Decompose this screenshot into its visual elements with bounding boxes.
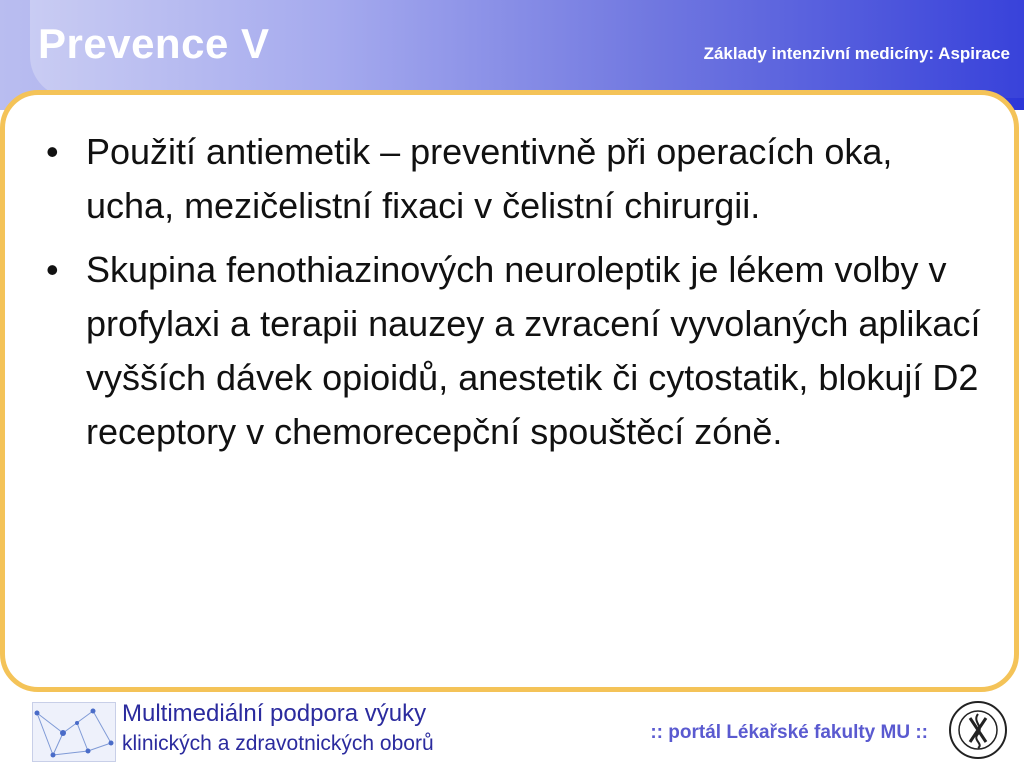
network-graph-logo xyxy=(32,702,116,762)
footer-subtitle: klinických a zdravotnických oborů xyxy=(122,732,434,755)
university-seal-icon xyxy=(948,700,1008,760)
bullet-text: Použití antiemetik – preventivně při operacích oka, ucha, mezičelistní fixaci v čelistní chirurgii. xyxy=(86,131,893,226)
bullet-marker: • xyxy=(46,131,59,172)
bullet-text: Skupina fenothiazinových neuroleptik je lékem volby v profylaxi a terapii nauzey a zvracení vyvolaných aplikací vyšších dávek opioidů, anestetik či cytostatik, blokují D2 receptory v chemorecepční spouštěcí zóně. xyxy=(86,249,981,452)
bullet-item xyxy=(40,125,990,233)
footer-title: Multimediální podpora výuky xyxy=(122,700,427,727)
bullet-list xyxy=(40,125,990,469)
slide-title: Prevence V xyxy=(38,20,270,67)
course-title: Základy intenzivní medicíny: Aspirace xyxy=(703,44,1010,63)
portal-link[interactable]: :: portál Lékařské fakulty MU :: xyxy=(650,722,928,743)
bullet-marker: • xyxy=(46,249,59,290)
bullet-item xyxy=(40,243,990,459)
